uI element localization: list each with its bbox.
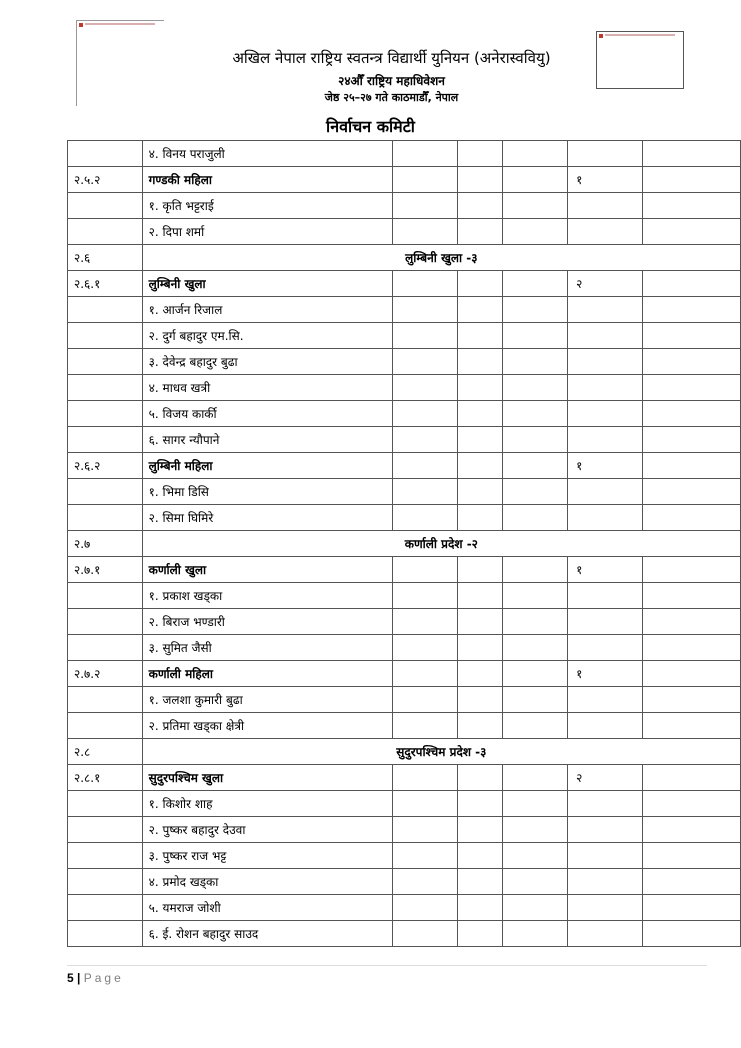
empty-cell: [458, 583, 503, 609]
empty-cell: [393, 687, 458, 713]
empty-cell: [458, 271, 503, 297]
candidate-row: [68, 635, 741, 661]
empty-cell: [503, 219, 568, 245]
empty-cell: [458, 765, 503, 791]
row-code: २.७.१: [68, 557, 143, 583]
candidate-name: ५. विजय कार्की: [142, 401, 393, 427]
empty-cell: [642, 427, 740, 453]
row-code: २.७: [68, 531, 143, 557]
group-row: [68, 167, 741, 193]
empty-cell: [503, 869, 568, 895]
seat-count: २: [568, 271, 642, 297]
empty-cell: [642, 219, 740, 245]
empty-cell: [503, 401, 568, 427]
empty-cell: [503, 323, 568, 349]
empty-cell: [642, 687, 740, 713]
group-label: कर्णाली महिला: [142, 661, 393, 687]
empty-cell: [503, 427, 568, 453]
row-code: [68, 895, 143, 921]
empty-cell: [642, 323, 740, 349]
candidate-name: १. कृति भट्टराई: [142, 193, 393, 219]
section-row: [68, 531, 741, 557]
candidate-row: [68, 583, 741, 609]
candidate-name: ४. प्रमोद खड्का: [142, 869, 393, 895]
row-code: २.६.१: [68, 271, 143, 297]
candidate-name: ३. पुष्कर राज भट्ट: [142, 843, 393, 869]
row-code: [68, 921, 143, 947]
candidate-row: [68, 193, 741, 219]
seat-count: [568, 921, 642, 947]
empty-cell: [393, 323, 458, 349]
empty-cell: [642, 193, 740, 219]
empty-cell: [503, 167, 568, 193]
section-title: निर्वाचन कमिटी: [326, 117, 415, 136]
empty-cell: [642, 635, 740, 661]
row-code: [68, 219, 143, 245]
empty-cell: [458, 661, 503, 687]
group-label: लुम्बिनी महिला: [142, 453, 393, 479]
candidate-name: १. किशोर शाह: [142, 791, 393, 817]
footer-separator: |: [73, 971, 84, 985]
seat-count: [568, 427, 642, 453]
page-label: Page: [83, 971, 124, 985]
row-code: [68, 505, 143, 531]
empty-cell: [393, 791, 458, 817]
empty-cell: [393, 349, 458, 375]
empty-cell: [503, 895, 568, 921]
seat-count: १: [568, 453, 642, 479]
row-code: [68, 843, 143, 869]
empty-cell: [393, 453, 458, 479]
empty-cell: [642, 791, 740, 817]
candidate-row: [68, 791, 741, 817]
page-footer: [67, 971, 124, 985]
seat-count: [568, 375, 642, 401]
empty-cell: [393, 505, 458, 531]
candidate-name: १. जलशा कुमारी बुढा: [142, 687, 393, 713]
empty-cell: [458, 453, 503, 479]
seat-count: [568, 219, 642, 245]
empty-cell: [642, 505, 740, 531]
empty-cell: [503, 557, 568, 583]
empty-cell: [503, 505, 568, 531]
candidate-name: १. आर्जन रिजाल: [142, 297, 393, 323]
candidate-name: २. दुर्ग बहादुर एम.सि.: [142, 323, 393, 349]
candidate-name: ६. ई. रोशन बहादुर साउद: [142, 921, 393, 947]
empty-cell: [393, 219, 458, 245]
row-code: [68, 817, 143, 843]
row-code: २.७.२: [68, 661, 143, 687]
empty-cell: [393, 843, 458, 869]
candidate-row: [68, 375, 741, 401]
seat-count: [568, 609, 642, 635]
empty-cell: [393, 609, 458, 635]
candidate-name: ६. सागर न्यौपाने: [142, 427, 393, 453]
empty-cell: [393, 375, 458, 401]
event-title: २४औँ राष्ट्रिय महाधिवेशन: [338, 74, 445, 88]
section-row: [68, 739, 741, 765]
empty-cell: [458, 791, 503, 817]
empty-cell: [458, 609, 503, 635]
empty-cell: [458, 167, 503, 193]
candidate-row: [68, 817, 741, 843]
empty-cell: [503, 791, 568, 817]
empty-cell: [642, 271, 740, 297]
empty-cell: [503, 635, 568, 661]
candidate-name: २. बिराज भण्डारी: [142, 609, 393, 635]
empty-cell: [503, 843, 568, 869]
seat-count: १: [568, 167, 642, 193]
empty-cell: [642, 167, 740, 193]
empty-cell: [458, 193, 503, 219]
empty-cell: [642, 557, 740, 583]
seat-count: [568, 479, 642, 505]
group-row: [68, 765, 741, 791]
logo-caption-line: [605, 34, 675, 36]
row-code: २.६.२: [68, 453, 143, 479]
empty-cell: [458, 557, 503, 583]
candidate-name: २. सिमा घिमिरे: [142, 505, 393, 531]
empty-cell: [642, 375, 740, 401]
candidate-name: ३. देवेन्द्र बहादुर बुढा: [142, 349, 393, 375]
row-code: [68, 687, 143, 713]
candidate-name: १. भिमा डिसि: [142, 479, 393, 505]
empty-cell: [503, 271, 568, 297]
row-code: [68, 713, 143, 739]
group-row: [68, 453, 741, 479]
footer-divider: [67, 965, 707, 966]
empty-cell: [503, 141, 568, 167]
empty-cell: [503, 687, 568, 713]
candidate-row: [68, 713, 741, 739]
candidate-name: २. प्रतिमा खड्का क्षेत्री: [142, 713, 393, 739]
org-name: अखिल नेपाल राष्ट्रिय स्वतन्त्र विद्यार्थी युनियन (अनेरास्ववियु): [232, 49, 551, 67]
candidate-name: ५. यमराज जोशी: [142, 895, 393, 921]
row-code: [68, 401, 143, 427]
empty-cell: [642, 661, 740, 687]
empty-cell: [642, 921, 740, 947]
empty-cell: [393, 427, 458, 453]
empty-cell: [458, 141, 503, 167]
candidate-row: [68, 609, 741, 635]
empty-cell: [503, 817, 568, 843]
row-code: [68, 349, 143, 375]
empty-cell: [458, 375, 503, 401]
event-date-place: जेष्ठ २५–२७ गते काठमाडौँ, नेपाल: [324, 91, 459, 104]
section-heading: सुदुरपश्चिम प्रदेश -३: [142, 739, 740, 765]
empty-cell: [458, 505, 503, 531]
empty-cell: [642, 583, 740, 609]
row-code: [68, 141, 143, 167]
candidate-row: [68, 427, 741, 453]
election-committee-table: [67, 140, 741, 947]
empty-cell: [642, 895, 740, 921]
empty-cell: [642, 349, 740, 375]
candidate-row: [68, 323, 741, 349]
empty-cell: [393, 271, 458, 297]
empty-cell: [393, 895, 458, 921]
candidate-row: [68, 401, 741, 427]
empty-cell: [503, 375, 568, 401]
empty-cell: [393, 817, 458, 843]
group-label: गण्डकी महिला: [142, 167, 393, 193]
candidate-row: [68, 895, 741, 921]
empty-cell: [503, 193, 568, 219]
logo-mark-icon: [599, 34, 603, 38]
candidate-row: [68, 141, 741, 167]
row-code: [68, 635, 143, 661]
candidate-name: २. दिपा शर्मा: [142, 219, 393, 245]
candidate-name: ३. सुमित जैसी: [142, 635, 393, 661]
empty-cell: [458, 427, 503, 453]
empty-cell: [642, 297, 740, 323]
row-code: २.८: [68, 739, 143, 765]
row-code: [68, 583, 143, 609]
empty-cell: [503, 713, 568, 739]
group-label: कर्णाली खुला: [142, 557, 393, 583]
seat-count: [568, 791, 642, 817]
empty-cell: [393, 297, 458, 323]
empty-cell: [458, 635, 503, 661]
group-label: सुदुरपश्चिम खुला: [142, 765, 393, 791]
empty-cell: [503, 453, 568, 479]
logo-caption-line: [85, 23, 155, 25]
empty-cell: [503, 349, 568, 375]
candidate-row: [68, 921, 741, 947]
seat-count: [568, 895, 642, 921]
seat-count: १: [568, 661, 642, 687]
seat-count: [568, 297, 642, 323]
group-row: [68, 661, 741, 687]
page-number: 5: [67, 971, 74, 985]
empty-cell: [458, 219, 503, 245]
empty-cell: [642, 609, 740, 635]
seat-count: [568, 141, 642, 167]
empty-cell: [642, 141, 740, 167]
empty-cell: [393, 141, 458, 167]
empty-cell: [642, 843, 740, 869]
empty-cell: [458, 817, 503, 843]
group-label: लुम्बिनी खुला: [142, 271, 393, 297]
empty-cell: [458, 349, 503, 375]
empty-cell: [642, 765, 740, 791]
candidate-name: १. प्रकाश खड्का: [142, 583, 393, 609]
empty-cell: [393, 557, 458, 583]
candidate-name: ४. विनय पराजुली: [142, 141, 393, 167]
empty-cell: [393, 401, 458, 427]
row-code: २.६: [68, 245, 143, 271]
empty-cell: [393, 921, 458, 947]
seat-count: [568, 843, 642, 869]
seat-count: [568, 505, 642, 531]
seat-count: [568, 817, 642, 843]
empty-cell: [458, 713, 503, 739]
empty-cell: [458, 401, 503, 427]
empty-cell: [503, 661, 568, 687]
empty-cell: [642, 401, 740, 427]
empty-cell: [503, 609, 568, 635]
empty-cell: [642, 479, 740, 505]
empty-cell: [393, 479, 458, 505]
seat-count: [568, 687, 642, 713]
empty-cell: [458, 323, 503, 349]
candidate-row: [68, 479, 741, 505]
seat-count: [568, 869, 642, 895]
section-heading: लुम्बिनी खुला -३: [142, 245, 740, 271]
empty-cell: [642, 869, 740, 895]
empty-cell: [503, 583, 568, 609]
seat-count: [568, 583, 642, 609]
empty-cell: [503, 297, 568, 323]
empty-cell: [393, 635, 458, 661]
seat-count: [568, 401, 642, 427]
group-row: [68, 557, 741, 583]
candidate-name: ४. माधव खत्री: [142, 375, 393, 401]
empty-cell: [393, 193, 458, 219]
row-code: २.५.२: [68, 167, 143, 193]
seat-count: [568, 193, 642, 219]
empty-cell: [458, 843, 503, 869]
candidate-row: [68, 687, 741, 713]
empty-cell: [458, 297, 503, 323]
row-code: [68, 869, 143, 895]
seat-count: २: [568, 765, 642, 791]
candidate-row: [68, 349, 741, 375]
empty-cell: [642, 713, 740, 739]
logo-mark-icon: [79, 23, 83, 27]
candidate-row: [68, 843, 741, 869]
section-heading: कर्णाली प्रदेश -२: [142, 531, 740, 557]
candidate-row: [68, 869, 741, 895]
candidate-name: २. पुष्कर बहादुर देउवा: [142, 817, 393, 843]
row-code: [68, 323, 143, 349]
empty-cell: [458, 687, 503, 713]
empty-cell: [393, 765, 458, 791]
seat-count: १: [568, 557, 642, 583]
empty-cell: [642, 817, 740, 843]
empty-cell: [393, 583, 458, 609]
empty-cell: [393, 713, 458, 739]
empty-cell: [393, 661, 458, 687]
empty-cell: [642, 453, 740, 479]
empty-cell: [503, 479, 568, 505]
candidate-row: [68, 219, 741, 245]
empty-cell: [458, 869, 503, 895]
empty-cell: [458, 895, 503, 921]
candidate-row: [68, 297, 741, 323]
row-code: [68, 193, 143, 219]
candidate-row: [68, 505, 741, 531]
seat-count: [568, 323, 642, 349]
row-code: [68, 297, 143, 323]
row-code: [68, 375, 143, 401]
row-code: [68, 427, 143, 453]
row-code: २.८.१: [68, 765, 143, 791]
seat-count: [568, 713, 642, 739]
row-code: [68, 479, 143, 505]
empty-cell: [503, 921, 568, 947]
empty-cell: [393, 869, 458, 895]
seat-count: [568, 349, 642, 375]
empty-cell: [458, 479, 503, 505]
group-row: [68, 271, 741, 297]
empty-cell: [393, 167, 458, 193]
section-row: [68, 245, 741, 271]
empty-cell: [458, 921, 503, 947]
row-code: [68, 791, 143, 817]
empty-cell: [503, 765, 568, 791]
seat-count: [568, 635, 642, 661]
row-code: [68, 609, 143, 635]
